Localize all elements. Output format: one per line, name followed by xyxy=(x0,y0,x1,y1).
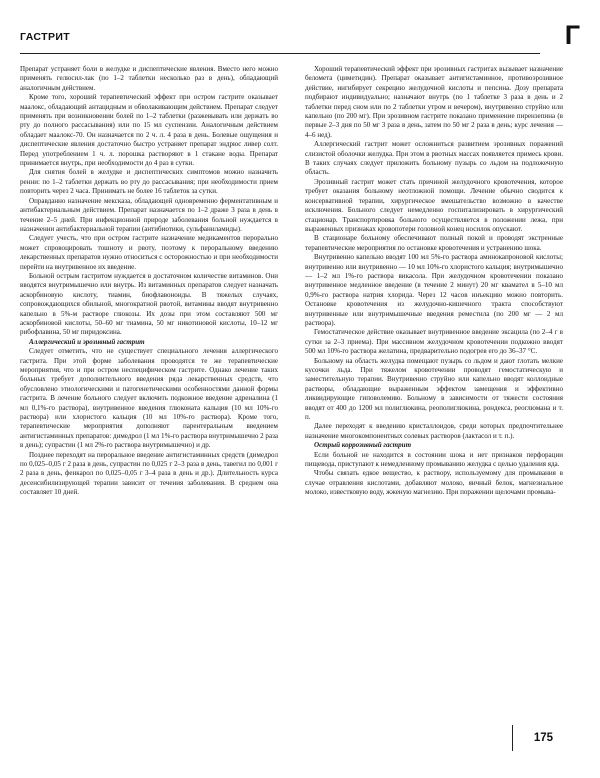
paragraph: Кроме того, хороший терапевтический эффект при остром гастрите оказывает маалокс, обладающий антацидным и обволакивающим действием. Препарат следует применять при возникновении болей по 1–2 таблетки (разжевывать или держать во рту до полного рассасывания) или по 15 мл суспензии. Аналогичным действием обладает маалокс-70. Он назначается по 2 ч. л. 4 раза в день. Болевые ощущения и диспептические явления достаточно быстро устраняет препарат эндрюс ливер солт. Перед употреблением 1 ч. л. порошка растворяют в 1 стакане воды. Препарат принимается внутрь, при необходимости до 4 раз в сутки. xyxy=(20,93,278,168)
paragraph: Препарат устраняет боли в желудке и диспептические явления. Вместо него можно применять гелюсил-лак (по 1–2 таблетки несколько раз в день), обладающий аналогичным действием. xyxy=(20,65,278,92)
paragraph: Следует учесть, что при остром гастрите назначение медикаментов перорально может спровоцировать тошноту и рвоту, поэтому к пероральному введению лекарственных препаратов нужно относиться с осторожностью и при необходимости перейти на внутривенное их введение. xyxy=(20,234,278,271)
paragraph: Оправданно назначение мексказа, обладающей одновременно ферментативным и антибактериальным действием. Препарат назначается по 1–2 драже 3 раза в день в течение 2–5 дней. При инфекционной природе заболевания больной нуждается в назначении антибактериальной терапии (антибиотики, сульфаниламиды). xyxy=(20,196,278,233)
page-number: 175 xyxy=(512,725,553,751)
subheading-allergic-erosive: Аллергический и эрозивный гастрит xyxy=(29,337,145,346)
paragraph: Если больной не находится в состоянии шока и нет признаков перфорации пищевода, приступают к немедленному промыванию желудка с целью удаления яда. xyxy=(305,450,563,469)
section-title: ГАСТРИТ xyxy=(20,31,71,43)
paragraph: Больной острым гастритом нуждается в достаточном количестве витаминов. Они вводятся внутримышечно или внутрь. Из витаминных препаратов следует назначать аскорбиновую кислоту, тиамин, биофлавоноиды. В тяжелых случаях, сопровождающихся обильной, многократной рвотой, витамины вводят внутривенно капельно в 5%-м растворе глюкозы. Их дозы при этом составляют 500 мг аскорбиновой кислоты, 50–60 мг тиамина, 50 мг никотиновой кислоты, 10–12 мг рибофлавина, 50 мг пиридоксина. xyxy=(20,271,278,337)
paragraph: Хороший терапевтический эффект при эрозивных гастритах вызывает назначение беломета (циметидин). Препарат оказывает антигистаминное, противоэрозивное действие, ингибирует секрецию желудочной кислоты и пепсина. Дозу препарата подбирают индивидуально; назначают внутрь (по 1 таблетке 3 раза в день и 2 таблетки перед сном или по 2 таблетки утром и вечером), внутривенно струйно или капельно (по 200 мг). При эрозивном гастрите показано применение пирензепина (в первые 2–3 дня по 50 мг 3 раза в день, затем по 50 мг 2 раза в день; курс лечения — 4–6 нед). xyxy=(305,65,563,139)
paragraph: Эрозивный гастрит может стать причиной желудочного кровотечения, которое требует оказания больному неотложной помощи. Лечение обычно сводится к консервативной терапии, хирургическое вмешательство возможно в качестве исключения. Больного следует немедленно госпитализировать в хирургический стационар. Транспортировка больного осуществляется в положении лежа, при выраженных признаках кровопотери головной конец носилок опускают. xyxy=(305,177,563,233)
subheading-corrosive: Острый коррозивный гастрит xyxy=(314,441,412,450)
paragraph: Следует отметить, что не существует специального лечения аллергического гастрита. При этой форме заболевания проводятся те же терапевтические мероприятия, что и при остром неспецифическом гастрите. Однако лечение таких больных требует дополнительного введения ряда лекарственных средств, что обусловлено этиологическими и патогенетическими особенностями данной формы гастрита. В лечение больного следует включить подкожное введение адреналина (1 мл 0,1%-го раствора), внутривенное введения глюконата кальция (10 мл 10%-го раствора) или хлористого кальция (10 мл 10%-го раствора). Кроме того, терапевтические мероприятия дополняют парентеральным введением антигистаминных препаратов: димедрол (1 мл 1%-го раствора внутримышечно 2 раза в день); супрастин (1 мл 2%-го раствора внутримышечно) и др. xyxy=(20,347,278,450)
section-letter: Г xyxy=(564,20,580,50)
header-divider xyxy=(20,53,540,54)
running-header xyxy=(20,22,580,52)
paragraph: Для снятия болей в желудке и диспептических симптомов можно назначить ренни: по 1–2 таблетки держать во рту до рассасывания; при необходимости прием повторить через 2 часа. Принимать не более 16 таблеток за сутки. xyxy=(20,168,278,196)
paragraph: Чтобы связать едкое вещество, к раствору, используемому для промывания в случае отравления кислотами, добавляют молоко, яичный белок, магнезиальное молоко, известковую воду, жженую магнезию. При поражении щелочами промыва- xyxy=(305,469,563,497)
right-column xyxy=(305,65,563,715)
paragraph: Больному на область желудка помещают пузырь со льдом и дают глотать мелкие кусочки льда. При тяжелом кровотечении проводят гемостатическую и заместительную терапии. Внутривенно струйно или капельно вводят коллоидные растворы, обладающие выраженным эффектом замещения и эффективно ликвидирующие гиповолемию. Больному в зависимости от тяжести состояния вводят от 400 до 1200 мл полиглюкина, реополиглюкина, рондекса, реоглюмана и т. п. xyxy=(305,356,563,422)
paragraph: В стационаре больному обеспечивают полный покой и проводят экстренные терапевтические мероприятия по остановке кровотечения и устранению шока. xyxy=(305,234,563,252)
paragraph: Далее переходят к введению кристаллоидов, среди которых предпочтительнее назначение многокомпонентных солевых растворов (лактасол и т. п.). xyxy=(305,422,563,440)
left-column xyxy=(20,65,278,715)
paragraph: Аллергический гастрит может осложниться развитием эрозивных поражений слизистой оболочки желудка. При этом в рвотных массах появляется примесь крови. В таких случаях следует приложить больному пузырь со льдом на подложечную область. xyxy=(305,140,563,177)
paragraph: Гемостатическое действие оказывает внутривенное введение эксацила (по 2–4 г в сутки за 2–3 приема). При массивном желудочном кровотечении подкожно вводят 500 мл 10%-го раствора желатина, предварительно подогрев его до 36–37 °С. xyxy=(305,328,563,356)
paragraph: Позднее переходят на пероральное введение антигистаминных средств (димедрол по 0,025–0,05 г 2 раза в день, супрастин по 0,025 г 2–3 раза в день, тавегил по 0,001 г 2 раза в день, фенкарол по 0,025–0,05 г 3–4 раза в день и др.). Длительность курса десенсибилизирующей терапии зависит от течения заболевания. В среднем она составляет 10 дней. xyxy=(20,450,278,497)
paragraph: Внутривенно капельно вводят 100 мл 5%-го раствора аминокапроновой кислоты; внутривенно или внутривенно — 10 мл 10%-го хлористого кальция; внутримышечно — 1–2 мл 1%-го раствора викасола. При желудочном кровотечении показано внутривенное медленное введение (в течение 2 минут) 20 мг квамател в 5–10 мл 0,9%-го раствора натрия хлорида. Через 12 часов инъекцию можно повторить. Остановке кровотечения из желудочно-кишечного тракта способствуют внутривенные или внутримышечные введения реместила (по 200 мг — 2 мл раствора). xyxy=(305,253,563,327)
